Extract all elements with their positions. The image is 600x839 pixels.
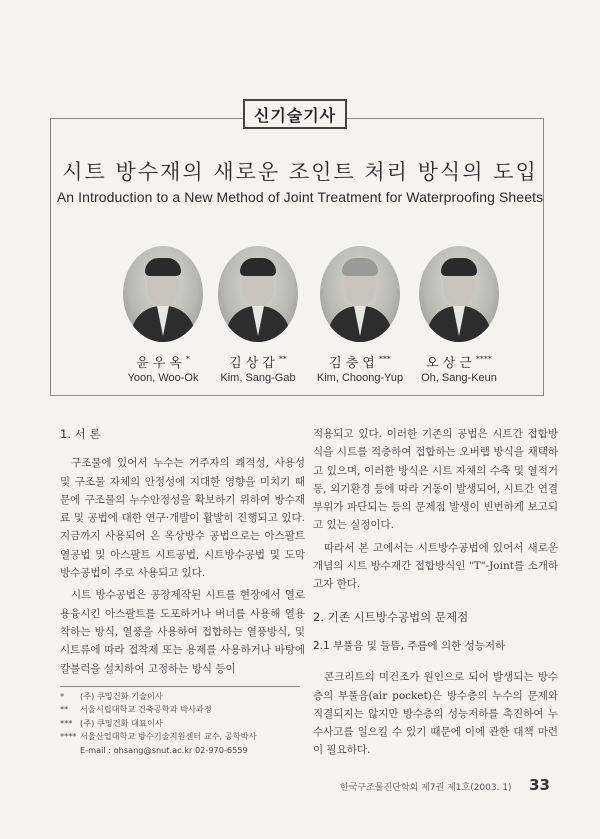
author-list [0, 246, 600, 386]
author-name-english: Yoon, Woo-Ok [127, 372, 199, 384]
author-name-english: Kim, Choong-Yup [316, 372, 404, 384]
footnote: **** 서울산업대학교 방수기술지원센터 교수, 공학박사 [60, 731, 257, 742]
author-name-korean: 오상근**** [426, 354, 492, 371]
body-paragraph: 구조물에 있어서 누수는 거주자의 쾌적성, 사용성 및 구조물 자체의 안정성에 지대한 영향을 미치기 때문에 구조물의 누수안정성을 확보하기 위하여 방수재료 및 공법에 대한 연구·개발이 활발히 진행되고 있다. 지금까지 사용되어 온 옥상방수 공법으로는 아스팔트 열공법 및 아스팔트 시트공법, 시트방수공법 및 도막방수공법이 주로 사용되고 있다. [60, 457, 305, 580]
author-name-english: Oh, Sang-Keun [421, 372, 497, 384]
section-heading: 1. 서 론 [60, 427, 101, 441]
journal-citation: 한국구조물진단학회 제7권 제1호(2003. 1) [340, 783, 512, 793]
section-heading: 2. 기존 시트방수공법의 문제점 [313, 609, 469, 624]
section-badge [243, 99, 347, 129]
footnote: *** (주) 쿠밍건화 대표이사 [60, 717, 163, 728]
subsection-heading: 2.1 부풀음 및 들뜸, 주름에 의한 성능저하 [313, 639, 506, 652]
author-portrait-photo [419, 246, 499, 342]
author-name-korean: 김상갑** [229, 354, 287, 371]
article-title-korean: 시트 방수재의 새로운 조인트 처리 방식의 도입 [62, 160, 538, 184]
footnote: * (주) 쿠밍건화 기술이사 [60, 691, 163, 701]
author-card [108, 246, 218, 384]
author-name-korean: 윤우옥* [136, 354, 190, 371]
author-name-korean: 김충엽*** [329, 354, 391, 371]
contact-info: E-mail : ohsang@snut.ac.kr 02-970-6559 [80, 744, 248, 755]
author-footnotes [60, 686, 300, 757]
article-title-english: An Introduction to a New Method of Joint Treatment for Waterproofing Sheets [56, 189, 544, 205]
body-paragraph: 따라서 본 고에서는 시트방수공법에 있어서 새로운 개념의 시트 방수재간 접합방식인 "T"-Joint를 소개하고자 한다. [313, 541, 558, 591]
body-paragraph: 적용되고 있다. 이러한 기존의 공법은 시트간 접합방식을 시트를 적층하여 접합하는 오버랩 방식을 채택하고 있으며, 이러한 방식은 시트 자체의 수축 및 열적거동, 외기환경 등에 따라 거동이 발생되어, 시트간 연결부위가 파단되는 등의 문제점 발생이 빈번하게 보고되고 있는 실정이다. [313, 428, 558, 532]
author-portrait-photo [320, 246, 400, 342]
author-name-english: Kim, Sang-Gab [220, 372, 296, 384]
body-paragraph: 시트 방수공법은 공장제작된 시트를 현장에서 열로 용융시킨 아스팔트를 도포하거나 버너를 사용해 열용착하는 방식, 열풍을 사용하여 접합하는 열풍방식, 및 시트류에 따라 접착제 또는 용제를 사용하거나 바탕에 칼블럭을 설치하여 고정하는 방식 등이 [60, 589, 305, 675]
author-card [404, 246, 514, 384]
author-card [203, 246, 313, 384]
author-portrait-photo [218, 246, 298, 342]
page-number: 33 [529, 776, 550, 794]
footnote: ** 서울시립대학교 건축공학과 박사과정 [60, 704, 212, 715]
section-label: 신기술기사 [253, 105, 337, 125]
page-footer [340, 777, 550, 793]
right-column [313, 425, 558, 764]
left-column [60, 425, 305, 682]
author-portrait-photo [123, 246, 203, 342]
body-paragraph: 콘크리트의 미건조가 원인으로 되어 발생되는 방수층의 부풀음(air pocket)은 방수층의 누수의 문제와 직결되지는 않지만 방수층의 성능저하를 촉진하여 누수사고를 일으킬 수 있기 때문에 이에 관한 대책 마련이 필요하다. [313, 671, 558, 757]
author-card [305, 246, 415, 384]
